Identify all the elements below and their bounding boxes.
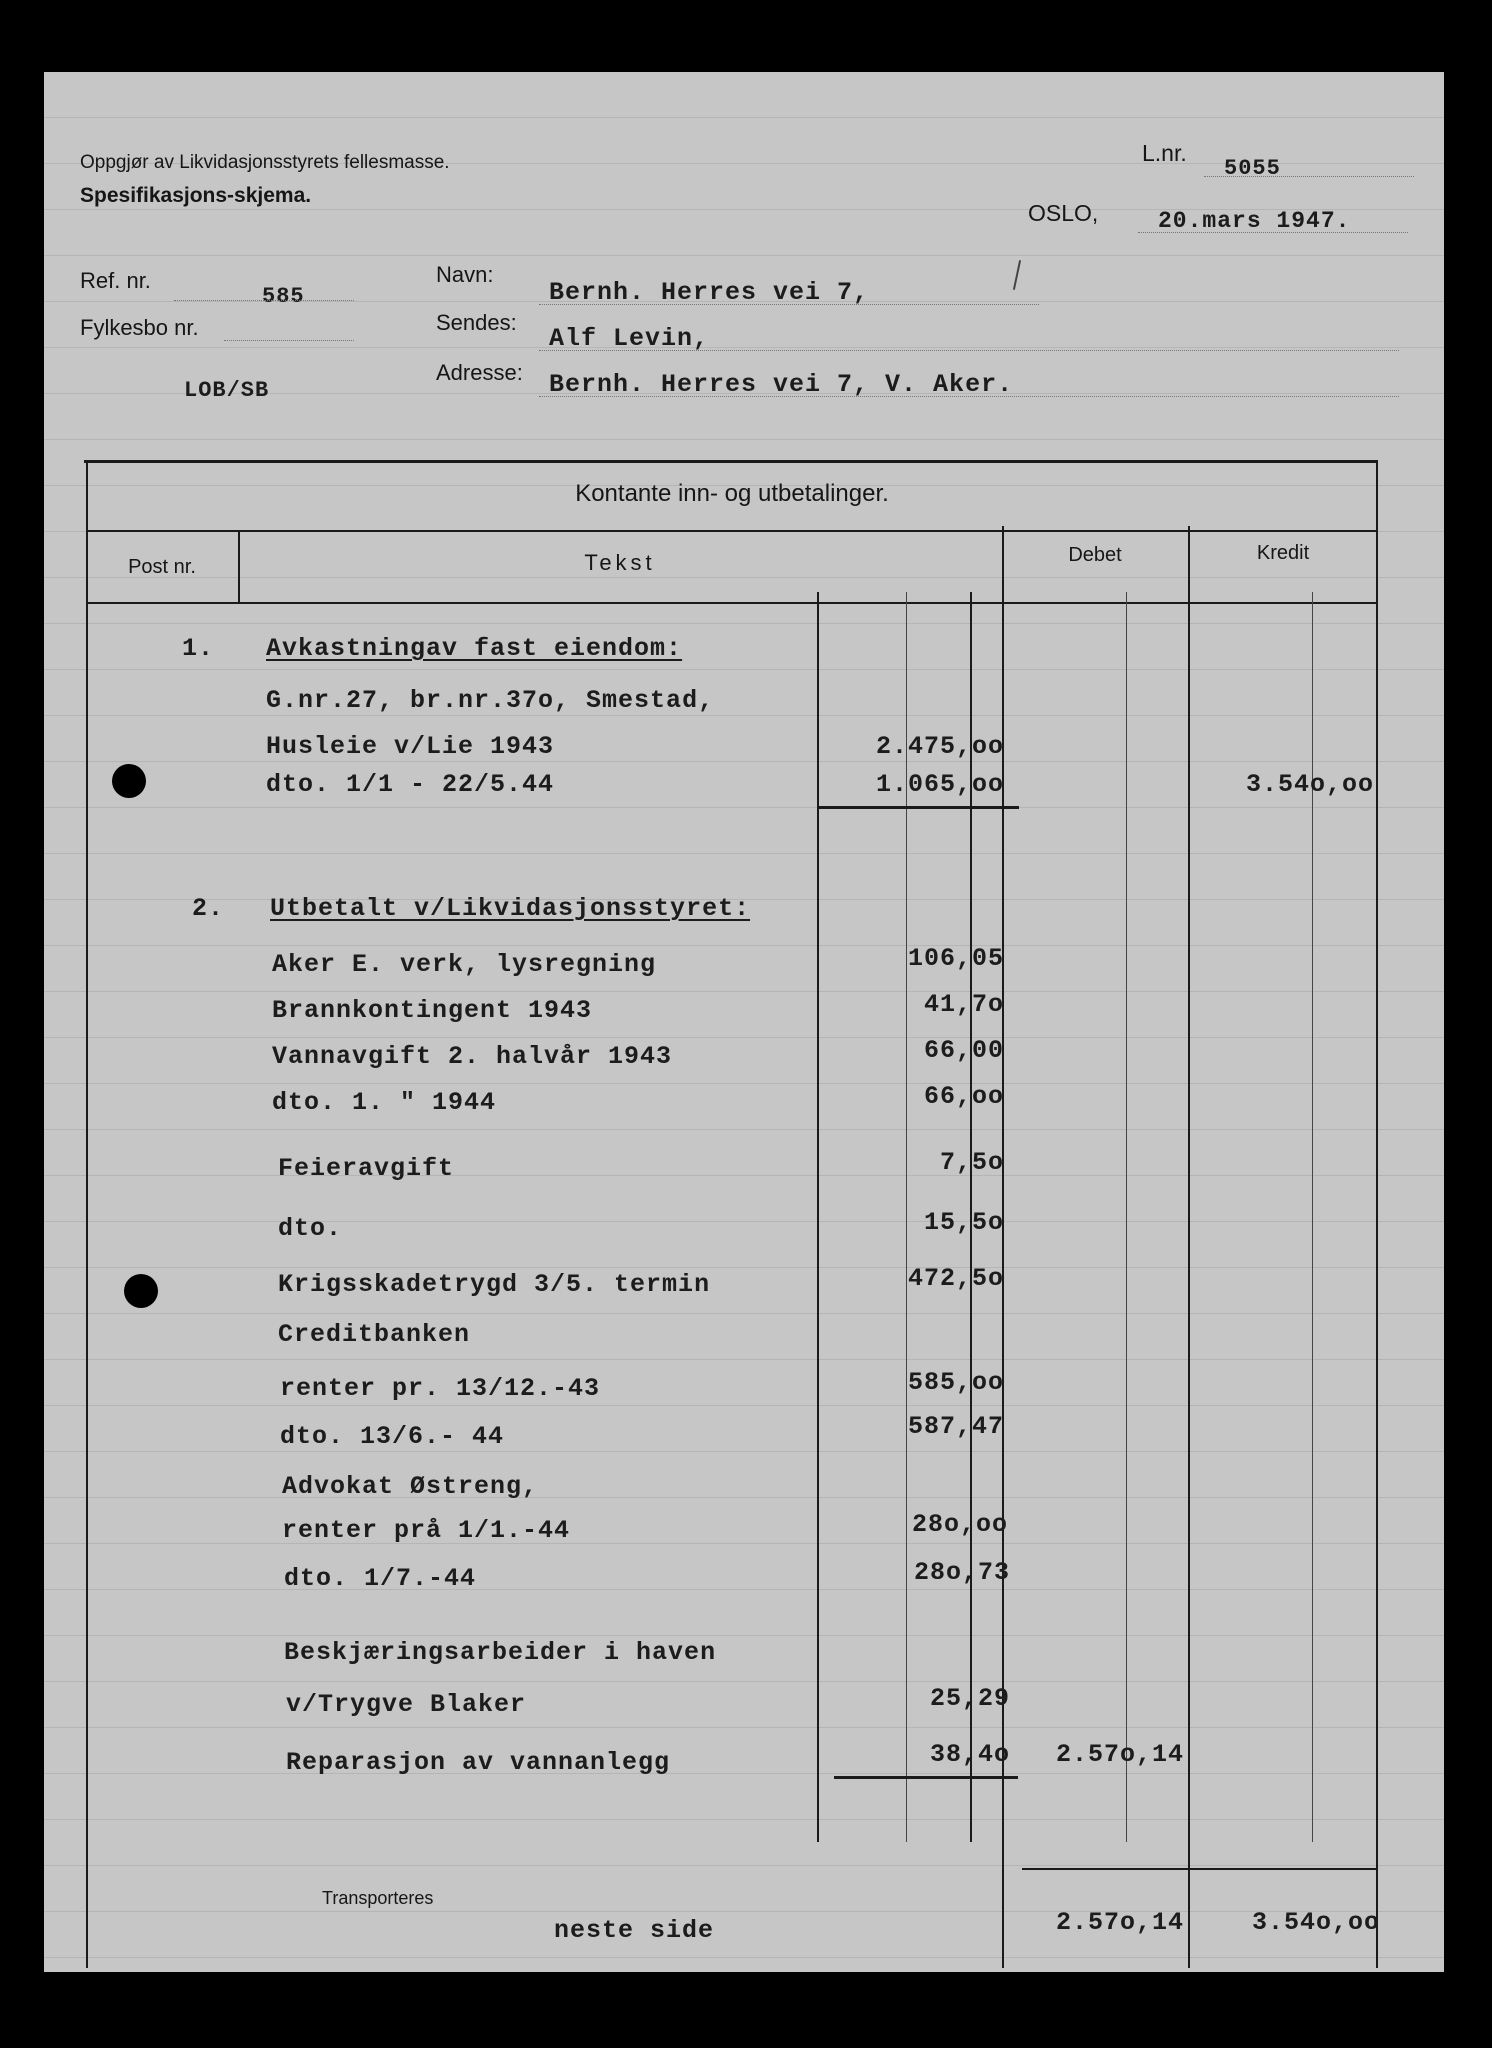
adresse-value: Bernh. Herres vei 7, V. Aker. [549, 370, 1014, 399]
amount: 28o,73 [913, 1558, 1010, 1587]
navn-label: Navn: [436, 262, 494, 287]
sendes-label: Sendes: [436, 310, 517, 335]
list-item: dto. [278, 1214, 343, 1243]
section-1-heading: Avkastningav fast eiendom: [266, 634, 683, 663]
navn-value: Bernh. Herres vei 7, [549, 278, 870, 307]
list-item: Aker E. verk, lysregning [272, 950, 657, 979]
amount: 585,oo [907, 1368, 1004, 1397]
ref-value: 585 [262, 284, 305, 309]
amount: 28o,oo [911, 1510, 1008, 1539]
amount: 2.475,oo [875, 732, 1004, 761]
amount: 15,5o [923, 1208, 1004, 1237]
kredit-amount: 3.54o,oo [1245, 770, 1374, 799]
amount: 472,5o [907, 1264, 1004, 1293]
next-page-note: neste side [554, 1916, 715, 1945]
col-debet: Debet [1068, 544, 1122, 566]
list-item: Husleie v/Lie 1943 [266, 732, 555, 761]
document-sheet [44, 72, 1444, 1972]
list-item: dto. 13/6.- 44 [280, 1422, 505, 1451]
date: 20.mars 1947. [1158, 208, 1351, 234]
section-2-heading: Utbetalt v/Likvidasjonsstyret: [270, 894, 751, 923]
ref-label: Ref. nr. [80, 268, 151, 293]
list-item: Reparasjon av vannanlegg [286, 1748, 671, 1777]
list-item: Vannavgift 2. halvår 1943 [272, 1042, 673, 1071]
amount: 106,05 [907, 944, 1004, 973]
list-item: renter pr. 13/12.-43 [280, 1374, 601, 1403]
post-2: 2. [192, 894, 225, 923]
amount: 7,5o [939, 1148, 1004, 1177]
punch-hole [112, 764, 146, 798]
post-1: 1. [182, 634, 215, 663]
col-tekst: Tekst [584, 550, 656, 575]
debet-amount: 2.57o,14 [1055, 1740, 1184, 1769]
place: OSLO, [1028, 200, 1099, 226]
list-item: dto. 1/1 - 22/5.44 [266, 770, 555, 799]
list-item: dto. 1. " 1944 [272, 1088, 497, 1117]
amount: 66,oo [923, 1082, 1004, 1111]
fylkesbo-label: Fylkesbo nr. [80, 315, 199, 340]
lnr-value: 5055 [1224, 156, 1281, 181]
lnr-label: L.nr. [1142, 140, 1187, 166]
list-item: Feieravgift [278, 1154, 455, 1183]
amount: 66,00 [923, 1036, 1004, 1065]
amount: 587,47 [907, 1412, 1004, 1441]
form-subtitle: Spesifikasjons-skjema. [80, 184, 312, 207]
list-item: Brannkontingent 1943 [272, 996, 593, 1025]
table-title: Kontante inn- og utbetalinger. [575, 480, 889, 507]
col-post: Post nr. [128, 556, 196, 578]
list-item: dto. 1/7.-44 [284, 1564, 477, 1593]
amount: 38,4o [929, 1740, 1010, 1769]
amount: 25,29 [929, 1684, 1010, 1713]
punch-hole [124, 1274, 158, 1308]
kredit-total: 3.54o,oo [1251, 1908, 1380, 1937]
transport-label: Transporteres [322, 1888, 434, 1908]
list-item: Beskjæringsarbeider i haven [284, 1638, 717, 1667]
list-item: Advokat Østreng, [282, 1472, 539, 1501]
list-item: Creditbanken [278, 1320, 471, 1349]
list-item: renter prå 1/1.-44 [282, 1516, 571, 1545]
amount: 41,7o [923, 990, 1004, 1019]
col-kredit: Kredit [1256, 542, 1310, 564]
code: LOB/SB [184, 378, 270, 403]
sendes-value: Alf Levin, [549, 324, 710, 353]
list-item: v/Trygve Blaker [286, 1690, 527, 1719]
adresse-label: Adresse: [436, 360, 523, 385]
form-title: Oppgjør av Likvidasjonsstyrets fellesmasse. [80, 152, 450, 173]
list-item: Krigsskadetrygd 3/5. termin [278, 1270, 711, 1299]
amount: 1.065,oo [875, 770, 1004, 799]
debet-total: 2.57o,14 [1055, 1908, 1184, 1937]
list-item: G.nr.27, br.nr.37o, Smestad, [266, 686, 715, 715]
